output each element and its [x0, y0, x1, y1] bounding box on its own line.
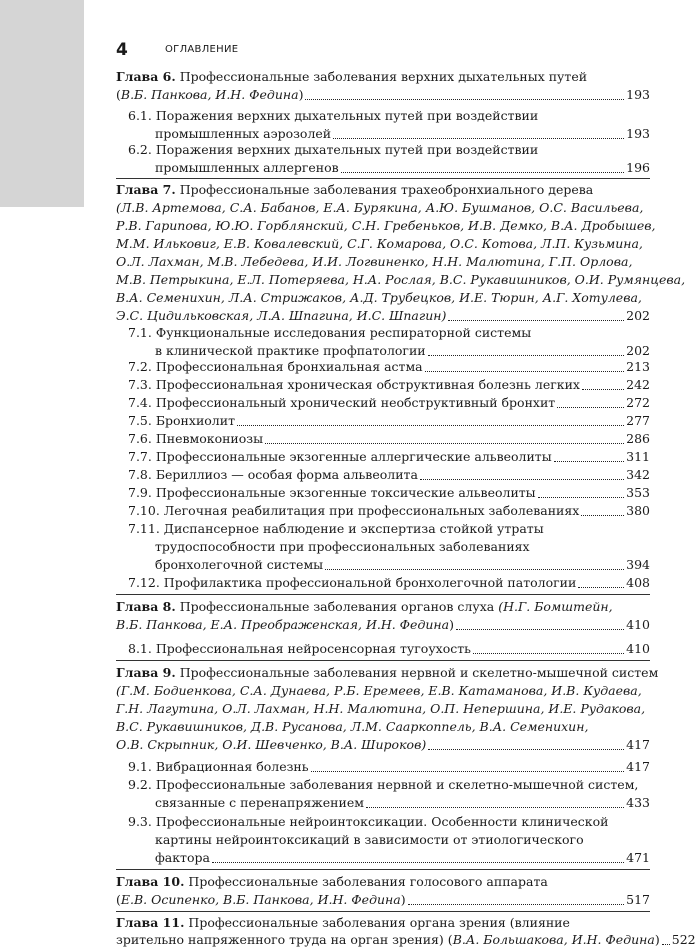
sec-9-3-line1[interactable]: 9.3. Профессиональные нейроинтоксикации. Особенности клинической [128, 814, 609, 829]
sec-9-3-line2: картины нейроинтоксикаций в зависимости от этиологического [155, 832, 584, 847]
sec-7-7[interactable]: 7.7. Профессиональные экзогенные аллергические альвеолиты 311 [128, 449, 650, 464]
ch6-label: Глава 6. [116, 69, 176, 84]
ch7-authors-line-4: О.Л. Лахман, М.В. Лебедева, И.И. Логвиненко, Н.Н. Малютина, Г.П. Орлова, [116, 254, 633, 269]
ch9-title: Профессиональные заболевания нервной и скелетно-мышечной систем [179, 665, 659, 680]
ch10-label: Глава 10. [116, 874, 185, 889]
sec-7-12[interactable]: 7.12. Профилактика профессиональной бронхолегочной патологии 408 [128, 575, 650, 590]
page-number: 4 [116, 40, 128, 60]
ch6-authors-line[interactable]: (В.Б. Панкова, И.Н. Федина) 193 [116, 87, 650, 102]
ch9-authors-line-2: Г.Н. Лагутина, О.Л. Лахман, Н.Н. Малютина, О.П. Непершина, И.Е. Рудакова, [116, 701, 646, 716]
sec-7-1-line1[interactable]: 7.1. Функциональные исследования респираторной системы [128, 325, 532, 340]
ch11-title-line [116, 914, 650, 932]
ch6-title: Профессиональные заболевания верхних дыхательных путей [179, 69, 588, 84]
ch6-authors: В.Б. Панкова, И.Н. Федина [120, 87, 299, 102]
sec-7-10[interactable]: 7.10. Легочная реабилитация при профессиональных заболеваниях 380 [128, 503, 650, 518]
page-edge-tab [0, 0, 84, 207]
ch7-page: 202 [626, 308, 650, 323]
ch8-title: Профессиональные заболевания органов слуха [179, 599, 495, 614]
ch8-label: Глава 8. [116, 599, 176, 614]
ch7-authors-line-5: М.В. Петрыкина, Е.Л. Потеряева, Н.А. Рослая, В.С. Рукавишников, О.И. Румянцева, [116, 272, 686, 287]
ch8-authors-line[interactable]: В.Б. Панкова, Е.А. Преображенская, И.Н. Федина) 410 [116, 617, 650, 632]
divider [116, 869, 650, 870]
ch9-label: Глава 9. [116, 665, 176, 680]
divider [116, 594, 650, 595]
ch10-title: Профессиональные заболевания голосового аппарата [188, 874, 548, 889]
ch8-title-line: Глава 8. Профессиональные заболевания органов слуха (Н.Г. Бомштейн, [116, 599, 613, 614]
ch11-title: Профессиональные заболевания органа зрения (влияние [188, 915, 570, 930]
sec-7-11-line1[interactable]: 7.11. Диспансерное наблюдение и экспертиза стойкой утраты [128, 521, 544, 536]
divider [116, 660, 650, 661]
ch9-authors-line-4[interactable]: О.В. Скрыпник, О.И. Шевченко, В.А. Широков) 417 [116, 737, 650, 752]
ch7-authors-line-3: М.М. Ильковиг, Е.В. Ковалевский, С.Г. Комарова, О.С. Котова, Л.П. Кузьмина, [116, 236, 643, 251]
ch7-authors-line-2: Р.В. Гарипова, Ю.Ю. Горблянский, С.Н. Гребеньков, И.В. Демко, В.А. Дробышев, [116, 218, 656, 233]
sec-7-6[interactable]: 7.6. Пневмокониозы 286 [128, 431, 650, 446]
ch9-page: 417 [626, 737, 650, 752]
ch9-authors-line-1: (Г.М. Бодиенкова, С.А. Дунаева, Р.Б. Еремеев, Е.В. Катаманова, И.В. Кудаева, [116, 683, 642, 698]
sec-7-8[interactable]: 7.8. Бериллиоз — особая форма альвеолита 342 [128, 467, 650, 482]
sec-6-1-line2[interactable]: промышленных аэрозолей 193 [155, 126, 650, 141]
ch9-authors-line-3: В.С. Рукавишников, Д.В. Русанова, Л.М. Сааркоппель, В.А. Семенихин, [116, 719, 589, 734]
running-head: ОГЛАВЛЕНИЕ [165, 44, 239, 55]
sec-7-5[interactable]: 7.5. Бронхиолит 277 [128, 413, 650, 428]
sec-7-3[interactable]: 7.3. Профессиональная хроническая обструктивная болезнь легких 242 [128, 377, 650, 392]
sec-7-1-line2[interactable]: в клинической практике профпатологии 202 [155, 343, 650, 358]
ch9-title-line [116, 664, 659, 682]
sec-6-1-line1[interactable]: 6.1. Поражения верхних дыхательных путей при воздействии [128, 108, 539, 123]
ch7-authors-line-6: В.А. Семенихин, Л.А. Стрижаков, А.Д. Трубецков, И.Е. Тюрин, А.Г. Хотулева, [116, 290, 642, 305]
ch7-title: Профессиональные заболевания трахеобронхиального дерева [179, 182, 594, 197]
sec-9-2-line2[interactable]: связанные с перенапряжением 433 [155, 795, 650, 810]
sec-8-1[interactable]: 8.1. Профессиональная нейросенсорная тугоухость 410 [128, 641, 650, 656]
ch10-title-line [116, 873, 650, 891]
ch11-page: 522 [671, 932, 696, 947]
sec-7-11-line2: трудоспособности при профессиональных заболеваниях [155, 539, 530, 554]
sec-7-2[interactable]: 7.2. Профессиональная бронхиальная астма 213 [128, 359, 650, 374]
ch11-label: Глава 11. [116, 915, 185, 930]
sec-6-2-line2[interactable]: промышленных аллергенов 196 [155, 160, 650, 175]
sec-9-1[interactable]: 9.1. Вибрационная болезнь 417 [128, 759, 650, 774]
ch6-page: 193 [626, 87, 650, 102]
ch7-authors-line-7[interactable]: Э.С. Цидильковская, Л.А. Шпагина, И.С. Шпагин) 202 [116, 308, 650, 323]
divider [116, 911, 650, 912]
sec-9-2-line1[interactable]: 9.2. Профессиональные заболевания нервной и скелетно-мышечной систем, [128, 777, 639, 792]
sec-7-11-line3[interactable]: бронхолегочной системы 394 [155, 557, 650, 572]
ch10-page: 517 [626, 892, 650, 907]
sec-6-2-line1[interactable]: 6.2. Поражения верхних дыхательных путей при воздействии [128, 142, 539, 157]
ch6-title-line [116, 68, 650, 86]
ch11-line2[interactable]: зрительно напряженного труда на орган зрения) (В.А. Большакова, И.Н. Федина) 522 [116, 932, 696, 947]
divider [116, 178, 650, 179]
ch7-authors-line-1: (Л.В. Артемова, С.А. Бабанов, Е.А. Бурякина, А.Ю. Бушманов, О.С. Васильева, [116, 200, 644, 215]
sec-7-9[interactable]: 7.9. Профессиональные экзогенные токсические альвеолиты 353 [128, 485, 650, 500]
sec-7-4[interactable]: 7.4. Профессиональный хронический необструктивный бронхит 272 [128, 395, 650, 410]
sec-9-3-line3[interactable]: фактора 471 [155, 850, 650, 865]
ch7-title-line [116, 181, 650, 199]
ch11-authors: В.А. Большакова, И.Н. Федина [452, 932, 655, 947]
ch8-page: 410 [626, 617, 650, 632]
ch7-label: Глава 7. [116, 182, 176, 197]
ch10-authors-line[interactable]: (Е.В. Осипенко, В.Б. Панкова, И.Н. Федина) 517 [116, 892, 650, 907]
ch10-authors: Е.В. Осипенко, В.Б. Панкова, И.Н. Федина [120, 892, 401, 907]
